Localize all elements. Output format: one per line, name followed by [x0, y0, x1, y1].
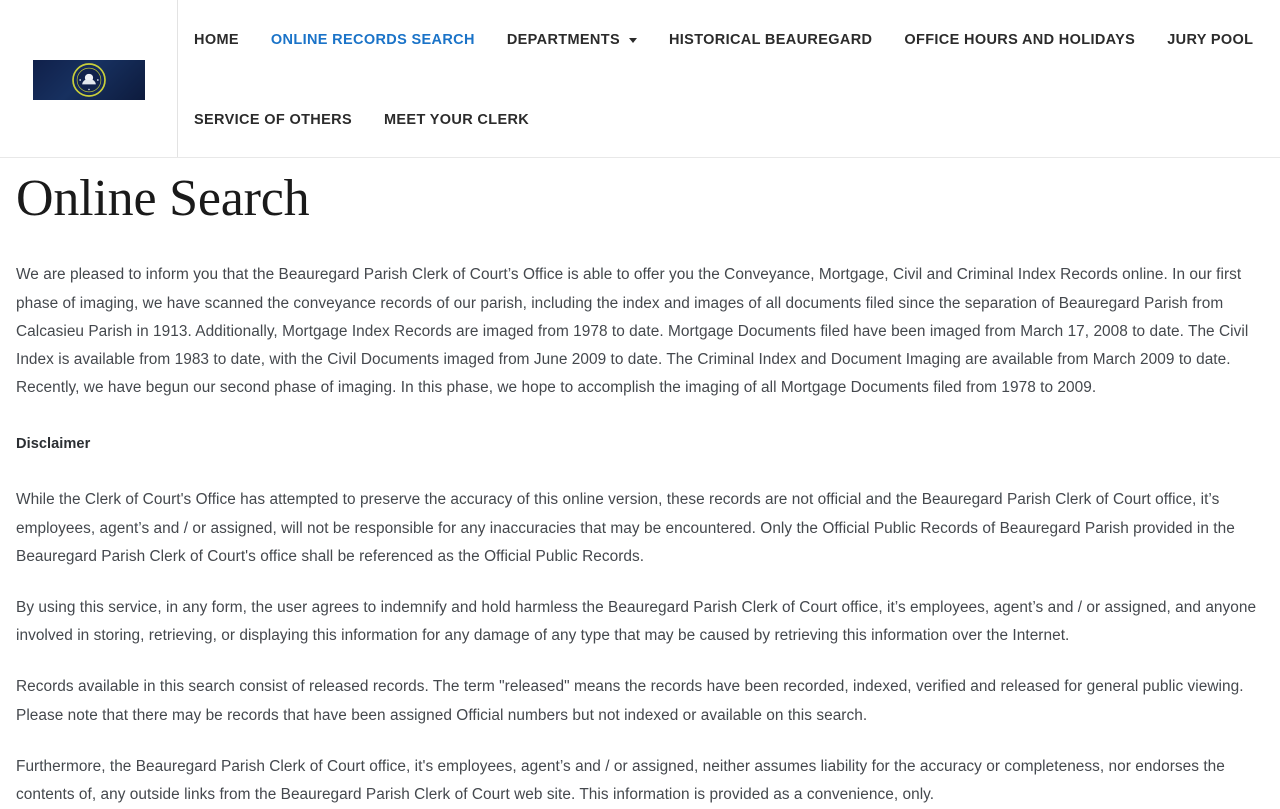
nav-link-jury-pool[interactable]: JURY POOL [1167, 32, 1254, 48]
site-brand [0, 0, 178, 157]
site-logo-plate [33, 60, 145, 100]
chevron-down-icon [629, 38, 637, 43]
primary-navigation-list-2 [178, 100, 1280, 140]
nav-link-historical-beauregard[interactable]: HISTORICAL BEAUREGARD [668, 32, 873, 48]
disclaimer-paragraph-4: Furthermore, the Beauregard Parish Clerk of Court office, it's employees, agent’s and / or assigned, neither assumes liability for the accuracy or completeness, nor endorses the contents of, any outside links from the Beauregard Parish Clerk of Court web site. This information is provided as a convenience, only. [16, 757, 1225, 803]
disclaimer-paragraph-1: While the Clerk of Court's Office has attempted to preserve the accuracy of this online version, these records are not official and the Beauregard Parish Clerk of Court office, it’s employees, agent’s and / or assigned, will not be responsible for any inaccuracies that may be encountered. Only the Official Public Records of Beauregard Parish provided in the Beauregard Parish Clerk of Court's office shall be referenced as the Official Public Records. [16, 491, 1235, 565]
primary-navigation-list-1 [178, 20, 1280, 60]
louisiana-pelican-seal-icon [72, 63, 106, 97]
intro-paragraph: We are pleased to inform you that the Beauregard Parish Clerk of Court’s Office is able to offer you the Conveyance, Mortgage, Civil and Criminal Index Records online. In our first phase of imaging, we have scanned the conveyance records of our parish, including the index and images of all documents filed since the separation of Beauregard Parish from Calcasieu Parish in 1913. Additionally, Mortgage Index Records are imaged from 1978 to date. Mortgage Documents filed have been imaged from March 17, 2008 to date. The Civil Index is available from 1983 to date, with the Civil Documents imaged from June 2009 to date. The Criminal Index and Document Imaging are available from March 2009 to date. Recently, we have begun our second phase of imaging. In this phase, we hope to accomplish the imaging of all Mortgage Documents filed from 1978 to 2009. [16, 266, 1249, 397]
nav-link-home[interactable]: HOME [194, 32, 239, 48]
nav-link-departments-label: DEPARTMENTS [506, 32, 620, 48]
disclaimer-paragraph-3: Records available in this search consist of released records. The term "released" means the records have been recorded, indexed, verified and released for general public viewing. Please note that there may be records that have been assigned Official numbers but not indexed or available on this search. [16, 678, 1244, 724]
nav-link-service-of-others[interactable]: SERVICE OF OTHERS [194, 112, 352, 128]
nav-item-departments[interactable] [491, 20, 653, 60]
primary-navigation [178, 0, 1280, 157]
nav-item-office-hours-and-holidays[interactable] [888, 20, 1151, 60]
page-title: Online Search [16, 170, 310, 227]
nav-item-home[interactable] [178, 20, 255, 60]
main-content [0, 158, 1280, 809]
nav-item-meet-your-clerk[interactable] [368, 100, 545, 140]
nav-link-online-records-search[interactable]: ONLINE RECORDS SEARCH [270, 32, 475, 48]
disclaimer-heading: Disclaimer [16, 436, 91, 453]
primary-navigation-row-1 [178, 20, 1280, 60]
site-header [0, 0, 1280, 158]
disclaimer-paragraph-2: By using this service, in any form, the user agrees to indemnify and hold harmless the Beauregard Parish Clerk of Court office, it’s employees, agent’s and / or assigned, and anyone involved in storing, retrieving, or displaying this information for any damage of any type that may be caused by retrieving this information over the Internet. [16, 598, 1257, 645]
site-logo-link[interactable] [33, 60, 145, 100]
nav-item-service-of-others[interactable] [178, 100, 368, 140]
primary-navigation-row-2 [178, 100, 1280, 140]
nav-link-departments[interactable] [491, 20, 653, 60]
nav-link-office-hours-and-holidays[interactable]: OFFICE HOURS AND HOLIDAYS [904, 32, 1136, 48]
nav-item-historical-beauregard[interactable] [653, 20, 888, 60]
nav-link-meet-your-clerk[interactable]: MEET YOUR CLERK [383, 112, 530, 128]
nav-item-online-records-search[interactable] [255, 20, 491, 60]
nav-item-jury-pool[interactable] [1151, 20, 1269, 60]
